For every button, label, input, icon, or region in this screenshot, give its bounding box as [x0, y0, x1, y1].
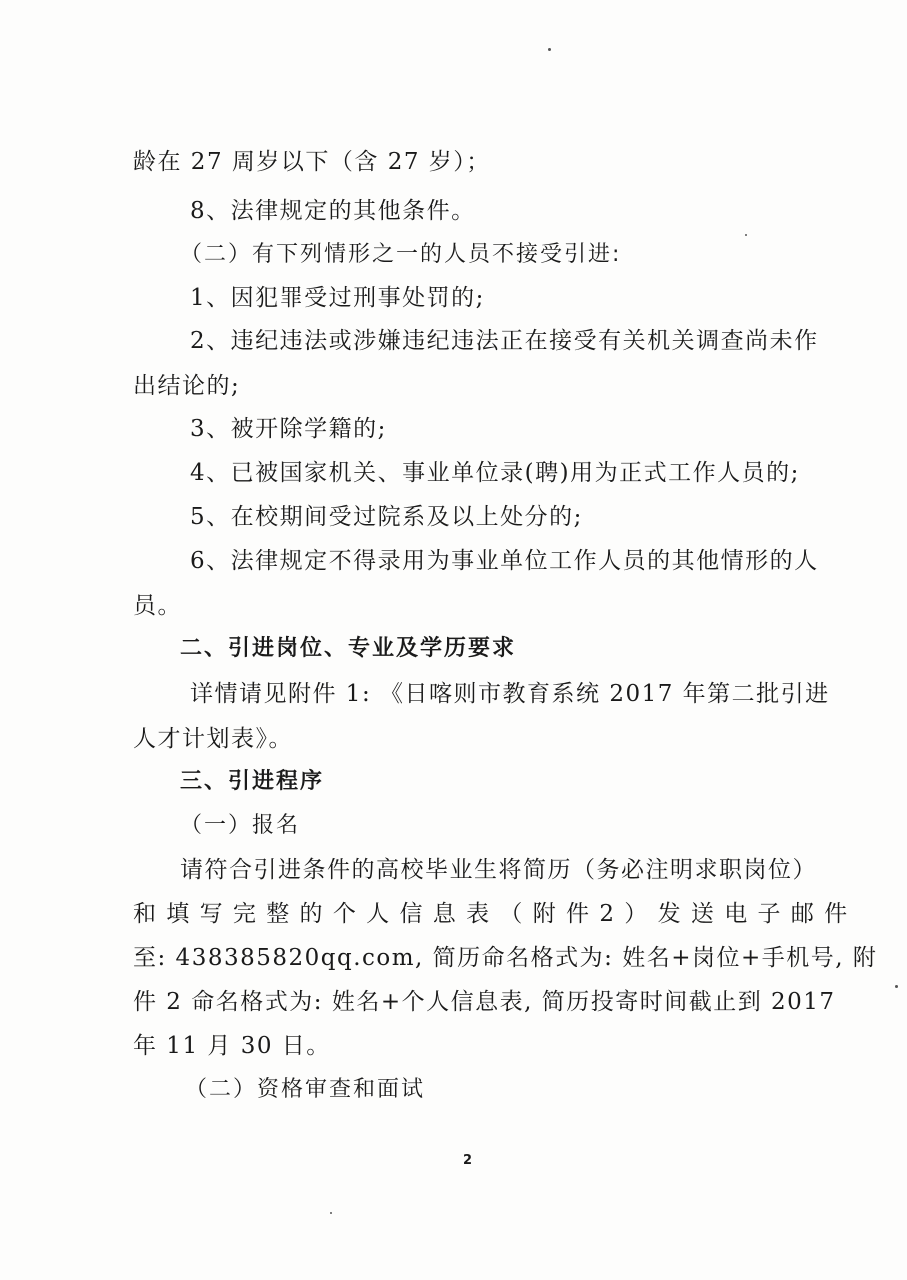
page-number: 2 — [463, 1153, 473, 1168]
paragraph-line: 8、法律规定的其他条件。 — [190, 198, 476, 224]
list-item: 6、法律规定不得录用为事业单位工作人员的其他情形的人 — [190, 548, 819, 574]
paragraph-line: 年 11 月 30 日。 — [133, 1033, 331, 1059]
section-heading: 二、引进岗位、专业及学历要求 — [180, 636, 517, 661]
list-item: 5、在校期间受过院系及以上处分的; — [190, 504, 583, 530]
subsection-heading: （二）资格审查和面试 — [185, 1077, 426, 1102]
paragraph-line: 员。 — [133, 593, 182, 619]
subsection-heading: （一）报名 — [180, 813, 301, 838]
paragraph-line: 人才计划表》。 — [133, 726, 293, 752]
paragraph-line: 详情请见附件 1: 《日喀则市教育系统 2017 年第二批引进 — [190, 681, 830, 707]
list-item: 4、已被国家机关、事业单位录(聘)用为正式工作人员的; — [190, 460, 800, 486]
paragraph-line: 龄在 27 周岁以下（含 27 岁）； — [133, 149, 491, 175]
section-heading: 三、引进程序 — [180, 769, 325, 794]
paragraph-line: 和 填 写 完 整 的 个 人 信 息 表 （ 附 件 2 ） 发 送 电 子 邮 件 — [133, 901, 849, 927]
subsection-heading: （二）有下列情形之一的人员不接受引进: — [180, 242, 622, 267]
list-item: 1、因犯罪受过刑事处罚的; — [190, 285, 485, 311]
scan-speck — [330, 1212, 332, 1214]
paragraph-line: 至: 438385820qq.com, 简历命名格式为: 姓名+岗位+手机号, 附 — [133, 945, 878, 971]
scan-speck — [895, 985, 898, 988]
paragraph-line: 出结论的; — [133, 373, 241, 399]
paragraph-line: 请符合引进条件的高校毕业生将简历（务必注明求职岗位） — [180, 857, 817, 883]
list-item: 2、违纪违法或涉嫌违纪违法正在接受有关机关调查尚未作 — [190, 328, 819, 354]
scan-speck — [548, 48, 551, 51]
paragraph-line: 件 2 命名格式为: 姓名+个人信息表, 简历投寄时间截止到 2017 — [133, 989, 836, 1015]
list-item: 3、被开除学籍的; — [190, 416, 387, 442]
scan-speck — [745, 234, 747, 236]
